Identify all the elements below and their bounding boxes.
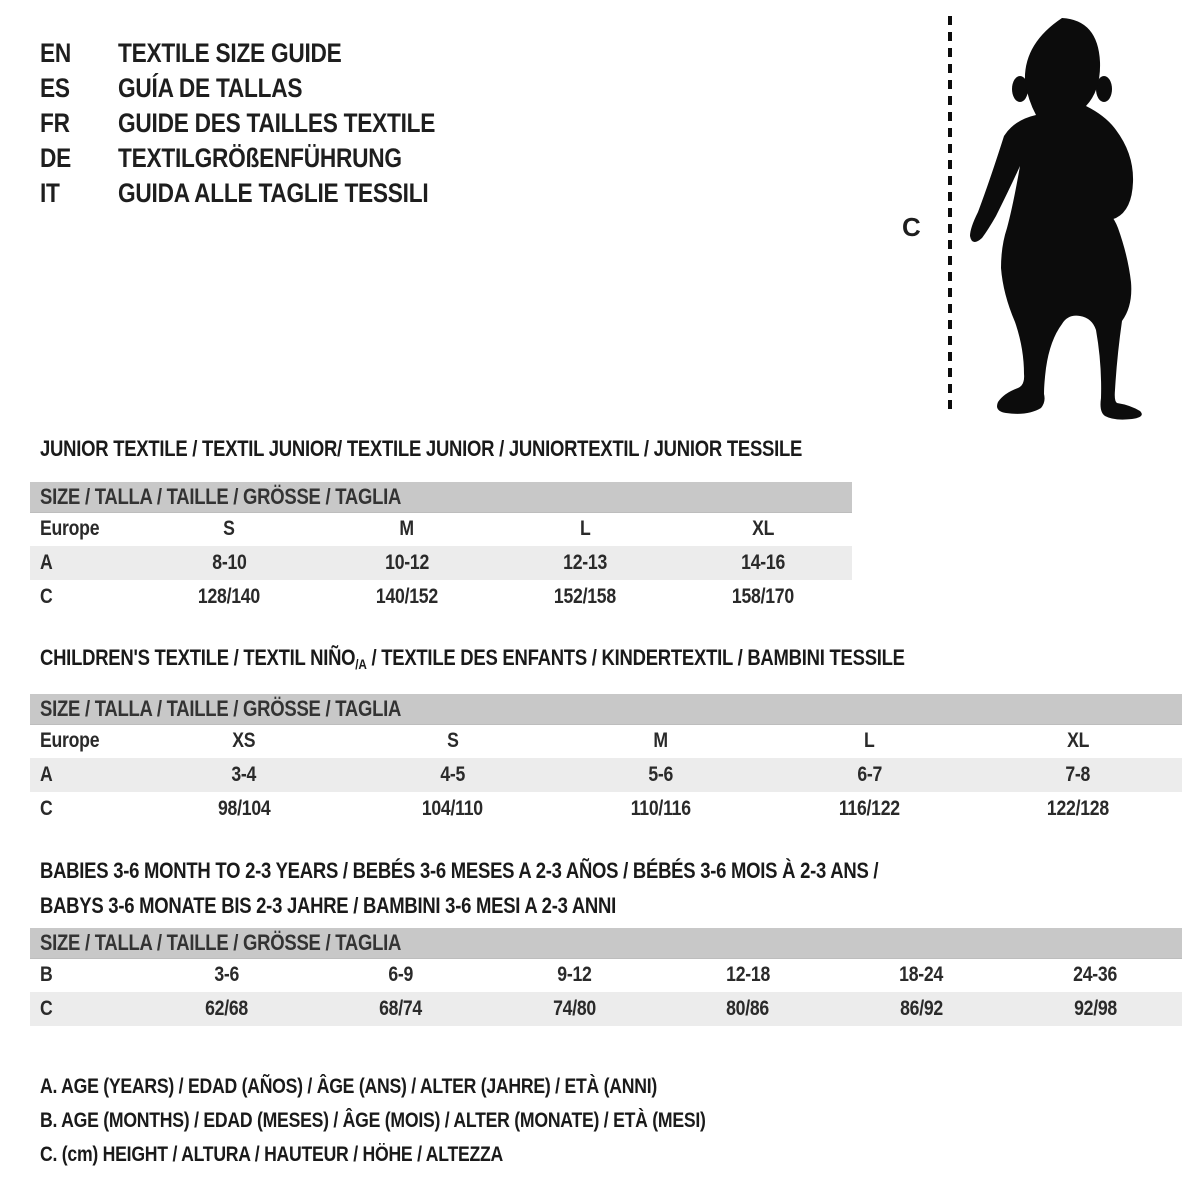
size-value: 140/152 (375, 585, 439, 608)
size-value: 92/98 (1073, 997, 1117, 1020)
babies-title-line1 (40, 853, 1182, 888)
size-value-cell (496, 580, 674, 614)
language-code (40, 38, 118, 69)
size-value-cell (674, 512, 852, 546)
size-value: 122/128 (1046, 797, 1109, 820)
size-value: XS (232, 729, 256, 753)
silhouette-body (970, 18, 1142, 420)
size-header-cell (30, 694, 1182, 724)
table-row (30, 512, 852, 546)
size-value: 8-10 (211, 551, 247, 574)
row-label: Europe (40, 517, 100, 541)
row-label: A (40, 763, 53, 786)
size-value: 9-12 (556, 963, 592, 987)
legend-line-b (40, 1104, 832, 1138)
size-value: 3-6 (214, 963, 240, 987)
legend-line-c (40, 1138, 832, 1172)
size-header-bar (30, 482, 852, 512)
language-label (118, 38, 384, 69)
size-value: L (579, 517, 591, 541)
size-value-cell (496, 512, 674, 546)
size-value-cell (1008, 992, 1182, 1026)
language-code-text: FR (40, 108, 70, 138)
babies-size-table (30, 928, 1182, 1026)
size-header-cell (30, 482, 852, 512)
legend-line-c-text: C. (cm) HEIGHT / ALTURA / HAUTEUR / HÖHE / ALTEZZA (40, 1143, 504, 1166)
row-label-cell (30, 792, 140, 826)
language-code-text: DE (40, 143, 72, 173)
size-value: L (864, 729, 875, 753)
children-title-main: CHILDREN'S TEXTILE / TEXTIL NIÑO (40, 645, 356, 670)
row-label-cell (30, 724, 140, 758)
language-label-text: TEXTILE SIZE GUIDE (118, 38, 342, 68)
size-value: 24-36 (1073, 963, 1118, 987)
size-value: XL (751, 517, 775, 541)
legend-line-a-text: A. AGE (YEARS) / EDAD (AÑOS) / ÂGE (ANS) / ALTER (JAHRE) / ETÀ (ANNI) (40, 1075, 658, 1098)
size-value-cell (835, 992, 1009, 1026)
language-code (40, 108, 118, 139)
row-label: B (40, 963, 53, 987)
table-row (30, 580, 852, 614)
size-value-cell (557, 724, 765, 758)
language-label (118, 143, 456, 174)
table-row (30, 792, 1182, 826)
height-measure-label: C (902, 212, 921, 242)
row-label-cell (30, 758, 140, 792)
size-header-bar (30, 694, 1182, 724)
size-value-cell (835, 958, 1009, 992)
language-label (118, 178, 488, 209)
size-value-cell (314, 958, 488, 992)
size-header-text: SIZE / TALLA / TAILLE / GRÖSSE / TAGLIA (40, 929, 402, 955)
size-value: S (223, 517, 235, 541)
children-section (30, 646, 1182, 826)
size-header-bar (30, 928, 1182, 958)
size-value: 86/92 (900, 997, 943, 1020)
row-label: A (40, 551, 53, 574)
babies-section (30, 853, 1182, 1026)
size-value-cell (140, 512, 318, 546)
row-label: C (40, 585, 53, 608)
size-value-cell (557, 792, 765, 826)
size-value-cell (318, 512, 496, 546)
row-label: C (40, 797, 53, 820)
size-value-cell (314, 992, 488, 1026)
size-value-cell (140, 724, 348, 758)
size-value: 110/116 (630, 797, 691, 820)
size-value-cell (557, 758, 765, 792)
language-row (40, 106, 496, 141)
language-code-text: EN (40, 38, 72, 68)
size-value-cell (140, 546, 318, 580)
size-value-cell (674, 580, 852, 614)
table-row (30, 724, 1182, 758)
size-value: 116/122 (838, 797, 900, 820)
table-row (30, 992, 1182, 1026)
size-header-cell (30, 928, 1182, 958)
size-value-cell (318, 546, 496, 580)
size-value: 6-7 (856, 763, 882, 786)
size-value: 68/74 (379, 997, 422, 1020)
size-value-cell (974, 758, 1182, 792)
size-value-cell (140, 792, 348, 826)
size-value: XL (1066, 729, 1089, 753)
children-section-title (40, 646, 1182, 672)
size-value-cell (661, 992, 835, 1026)
size-value-cell (140, 758, 348, 792)
size-value: 12-13 (563, 551, 607, 574)
row-label-cell (30, 512, 140, 546)
language-title-block (40, 36, 496, 211)
toddler-silhouette (944, 16, 1154, 426)
children-title-subscript: /A (355, 656, 367, 672)
size-value-cell (496, 546, 674, 580)
row-label: C (40, 997, 53, 1020)
legend-line-b-text: B. AGE (MONTHS) / EDAD (MESES) / ÂGE (MOIS) / ALTER (MONATE) / ETÀ (MESI) (40, 1109, 706, 1132)
language-label (118, 73, 337, 104)
language-code-text: IT (40, 178, 60, 208)
junior-section-title (40, 437, 852, 460)
size-value-cell (974, 724, 1182, 758)
language-code (40, 143, 118, 174)
size-value-cell (674, 546, 852, 580)
language-code (40, 178, 118, 209)
size-value-cell (487, 992, 661, 1026)
size-value-cell (348, 724, 556, 758)
children-size-table (30, 694, 1182, 826)
size-value: M (653, 729, 669, 753)
junior-section-title-text: JUNIOR TEXTILE / TEXTIL JUNIOR/ TEXTILE JUNIOR / JUNIORTEXTIL / JUNIOR TESSILE (40, 436, 803, 461)
table-row (30, 546, 852, 580)
row-label: Europe (40, 729, 100, 753)
row-label-cell (30, 958, 140, 992)
size-value: 74/80 (552, 997, 596, 1020)
language-row (40, 141, 496, 176)
children-section-title-text (40, 646, 905, 672)
size-value: 80/86 (726, 997, 770, 1020)
junior-size-table (30, 482, 852, 614)
size-value: 152/158 (553, 585, 617, 608)
size-value: 128/140 (197, 585, 261, 608)
size-value-cell (1008, 958, 1182, 992)
size-value-cell (140, 958, 314, 992)
junior-section (30, 437, 852, 614)
babies-section-title (40, 853, 1182, 923)
language-row (40, 176, 496, 211)
row-label-cell (30, 546, 140, 580)
size-value: S (446, 729, 459, 753)
language-label-text: TEXTILGRÖßENFÜHRUNG (118, 143, 402, 173)
size-value: 4-5 (440, 763, 465, 786)
size-value-cell (974, 792, 1182, 826)
size-value-cell (765, 758, 973, 792)
size-header-text: SIZE / TALLA / TAILLE / GRÖSSE / TAGLIA (40, 695, 402, 721)
size-value-cell (765, 792, 973, 826)
language-row (40, 36, 496, 71)
row-label-cell (30, 580, 140, 614)
size-value: 12-18 (725, 963, 770, 987)
size-value: 5-6 (648, 763, 674, 786)
size-value: 158/170 (731, 585, 795, 608)
size-value: 18-24 (899, 963, 944, 987)
babies-title-line2-text: BABYS 3-6 MONATE BIS 2-3 JAHRE / BAMBINI 3-6 MESI A 2-3 ANNI (40, 893, 616, 918)
language-label-text: GUIDA ALLE TAGLIE TESSILI (118, 178, 429, 208)
size-value-cell (765, 724, 973, 758)
legend-line-a (40, 1070, 832, 1104)
size-value: M (399, 517, 415, 541)
size-value-cell (140, 580, 318, 614)
size-value: 98/104 (217, 797, 271, 820)
babies-title-line2 (40, 888, 1182, 923)
size-value-cell (348, 758, 556, 792)
babies-title-line1-text: BABIES 3-6 MONTH TO 2-3 YEARS / BEBÉS 3-6 MESES A 2-3 AÑOS / BÉBÉS 3-6 MOIS À 2-3 ANS / (40, 858, 879, 883)
children-title-rest: / TEXTILE DES ENFANTS / KINDERTEXTIL / BAMBINI TESSILE (366, 645, 905, 670)
size-value-cell (348, 792, 556, 826)
table-row (30, 758, 1182, 792)
size-value: 7-8 (1065, 763, 1091, 786)
table-row (30, 958, 1182, 992)
size-value: 6-9 (388, 963, 413, 987)
size-value: 62/68 (205, 997, 249, 1020)
size-value: 3-4 (231, 763, 257, 786)
size-header-text: SIZE / TALLA / TAILLE / GRÖSSE / TAGLIA (40, 483, 402, 509)
size-value: 14-16 (741, 551, 785, 574)
language-label-text: GUIDE DES TAILLES TEXTILE (118, 108, 436, 138)
size-value-cell (487, 958, 661, 992)
language-code (40, 73, 118, 104)
row-label-cell (30, 992, 140, 1026)
language-row (40, 71, 496, 106)
size-value-cell (661, 958, 835, 992)
size-value-cell (318, 580, 496, 614)
size-value: 10-12 (385, 551, 429, 574)
language-label-text: GUÍA DE TALLAS (118, 73, 303, 103)
legend (40, 1070, 832, 1172)
size-value-cell (140, 992, 314, 1026)
size-value: 104/110 (422, 797, 484, 820)
language-code-text: ES (40, 73, 70, 103)
language-label (118, 108, 496, 139)
